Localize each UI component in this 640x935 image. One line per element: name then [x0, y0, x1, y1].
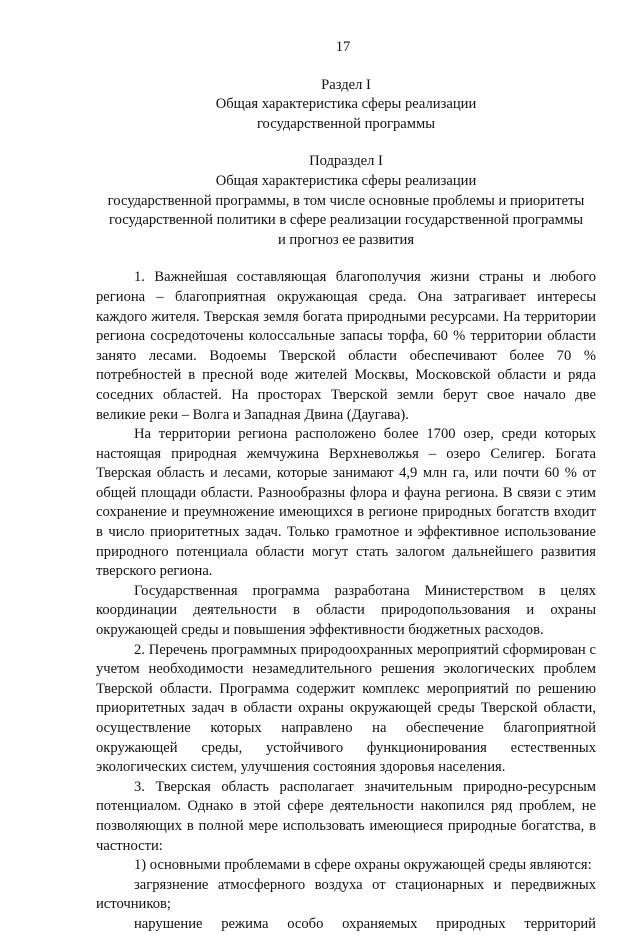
subsection-heading-line: государственной программы, в том числе основные проблемы и приоритеты — [107, 192, 585, 209]
section-title: Раздел I — [321, 76, 371, 93]
paragraph-5: 3. Тверская область располагает значительным природно-ресурсным потенциалом. Однако в этой сфере деятельности накопился ряд проблем, не позволяющих в полной мере использовать имеющиеся природные богатства, в частности: — [96, 778, 596, 854]
paragraph-1: 1. Важнейшая составляющая благополучия жизни страны и любого региона – благоприятная окружающая среда. Она затрагивает интересы каждого жителя. Тверская земля богата природными ресурсами. На территории региона сосредоточены колоссальные запасы торфа, 60 % территории области занято лесами. Водоемы Тверской области обеспечивают более 70 % потребностей в пресной воде жителей Москвы, Московской области и ряда соседних областей. На просторах Тверской земли берут свое начало две великие реки – Волга и Западная Двина (Даугава). — [96, 269, 596, 423]
paragraph-3: Государственная программа разработана Министерством в целях координации деятельности в области природопользования и охраны окружающей среды и повышения эффективности бюджетных расходов. — [96, 582, 596, 639]
subsection-title: Подраздел I — [309, 153, 383, 170]
paragraph-8: нарушение режима особо охраняемых природных территорий — [134, 915, 596, 932]
paragraph-6: 1) основными проблемами в сфере охраны окружающей среды являются: — [134, 857, 592, 874]
section-heading-line: Общая характеристика сферы реализации — [215, 96, 477, 113]
paragraph-4: 2. Перечень программных природоохранных мероприятий сформирован с учетом необходимости незамедлительного решения экологических проблем Тверской области. Программа содержит комплекс мероприятий по решению приоритетных задач в области охраны окружающей среды Тверской области, осуществление которых направлено на обеспечение благоприятной окружающей среды, устойчивого функционирования естественных экологических систем, улучшения состояния здоровья населения. — [96, 641, 596, 776]
page-number: 17 — [335, 39, 351, 55]
document-page — [96, 38, 596, 935]
subsection-heading-line: и прогноз ее развития — [277, 231, 415, 248]
document-body — [96, 268, 596, 934]
subsection-heading-line: Общая характеристика сферы реализации — [215, 172, 477, 189]
paragraph-2: На территории региона расположено более 1700 озер, среди которых настоящая природная жемчужина Верхневолжья – озеро Селигер. Богата Тверская область и лесами, которые занимают 4,9 млн га, или почти 60 % от общей площади области. Разнообразны флора и фауна региона. В связи с этим сохранение и преумножение имеющихся в регионе природных богатств входит в число приоритетных задач. Только грамотное и эффективное использование природного потенциала области могут стать залогом дальнейшего развития тверского региона. — [96, 426, 596, 580]
subsection-heading-line: государственной политики в сфере реализации государственной программы — [108, 212, 584, 229]
section-heading-line: государственной программы — [256, 115, 436, 132]
subsection-heading — [96, 152, 596, 250]
paragraph-7: загрязнение атмосферного воздуха от стационарных и передвижных источников; — [96, 876, 596, 913]
section-heading — [96, 76, 596, 135]
